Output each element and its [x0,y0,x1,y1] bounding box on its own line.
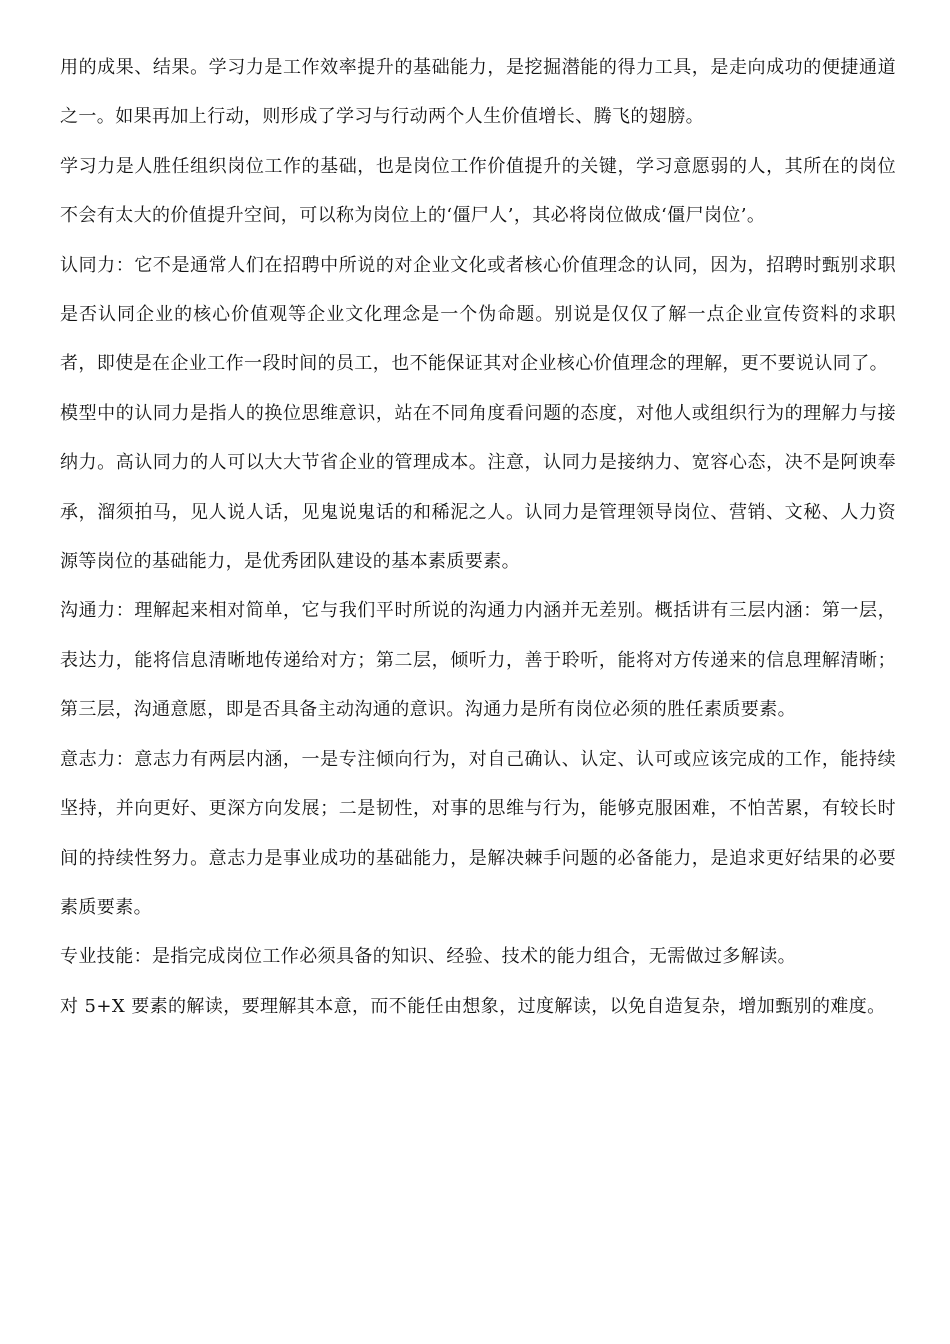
paragraph-interpretation: 对 5+X 要素的解读，要理解其本意，而不能任由想象，过度解读，以免自造复杂，增加甄别的难度。 [60,995,886,1017]
paragraph-learning-continued: 用的成果、结果。学习力是工作效率提升的基础能力，是挖掘潜能的得力工具，是走向成功的便捷通道之一。如果再加上行动，则形成了学习与行动两个人生价值增长、腾飞的翅膀。 [60,57,896,128]
paragraph-recognition: 认同力：它不是通常人们在招聘中所说的对企业文化或者核心价值理念的认同，因为，招聘时甄别求职是否认同企业的核心价值观等企业文化理念是一个伪命题。别说是仅仅了解一点企业宣传资料的求职者，即使是在企业工作一段时间的员工，也不能保证其对企业核心价值理念的理解，更不要说认同了。 [60,254,896,375]
paragraph-recognition-model: 模型中的认同力是指人的换位思维意识，站在不同角度看问题的态度，对他人或组织行为的理解力与接纳力。高认同力的人可以大大节省企业的管理成本。注意，认同力是接纳力、宽容心态，决不是阿谀奉承，溜须拍马，见人说人话，见鬼说鬼话的和稀泥之人。认同力是管理领导岗位、营销、文秘、人力资源等岗位的基础能力，是优秀团队建设的基本素质要素。 [60,402,896,573]
paragraph-willpower: 意志力：意志力有两层内涵，一是专注倾向行为，对自己确认、认定、认可或应该完成的工作，能持续坚持，并向更好、更深方向发展；二是韧性，对事的思维与行为，能够克服困难，不怕苦累，有较长时间的持续性努力。意志力是事业成功的基础能力，是解决棘手问题的必备能力，是追求更好结果的必要素质要素。 [60,748,896,918]
document-body [60,43,896,1031]
paragraph-professional-skills: 专业技能：是指完成岗位工作必须具备的知识、经验、技术的能力组合，无需做过多解读。 [60,946,796,968]
paragraph-learning-foundation: 学习力是人胜任组织岗位工作的基础，也是岗位工作价值提升的关键，学习意愿弱的人，其所在的岗位不会有太大的价值提升空间，可以称为岗位上的‘僵尸人’，其必将岗位做成‘僵尸岗位’。 [60,155,896,227]
paragraph-communication: 沟通力：理解起来相对简单，它与我们平时所说的沟通力内涵并无差别。概括讲有三层内涵：第一层，表达力，能将信息清晰地传递给对方；第二层，倾听力，善于聆听，能将对方传递来的信息理解清晰；第三层，沟通意愿，即是否具备主动沟通的意识。沟通力是所有岗位必须的胜任素质要素。 [60,600,896,721]
